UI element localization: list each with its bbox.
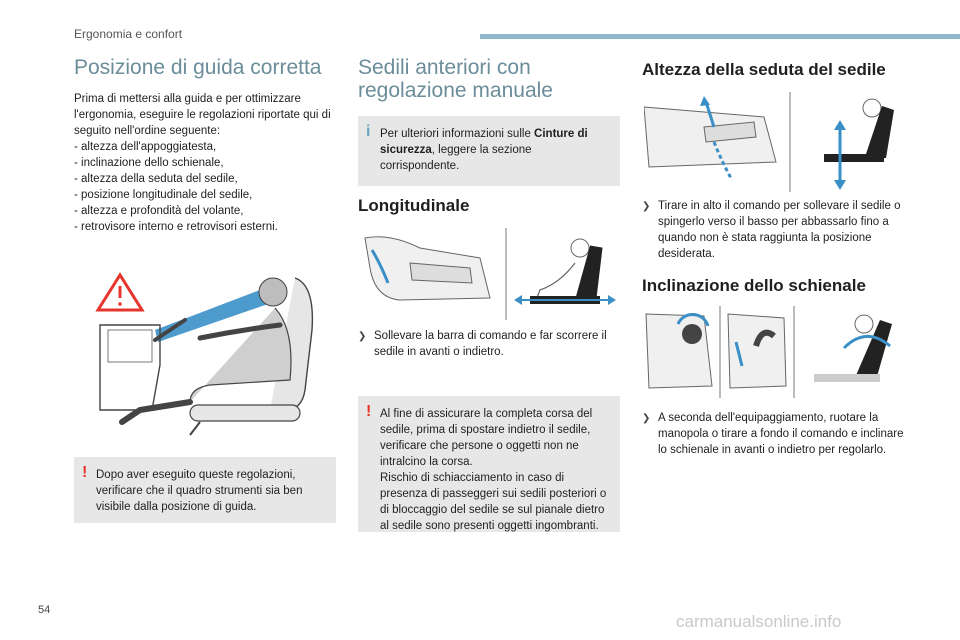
heading-driving-position: Posizione di guida corretta [74, 56, 322, 79]
column-manual-seats [358, 56, 620, 102]
heading-backrest: Inclinazione dello schienale [642, 276, 866, 295]
column-driving-position [74, 56, 336, 235]
longitudinal-illustration [360, 228, 616, 320]
intro-text: Prima di mettersi alla guida e per ottimizzare l'ergonomia, eseguire le regolazioni riportate qui di seguito nell'ordine seguente: [74, 93, 331, 137]
driving-position-illustration [80, 270, 330, 440]
arrow-bullet-icon: ❯ [642, 201, 651, 212]
section-label: Ergonomia e confort [74, 27, 183, 41]
watermark: carmanualsonline.info [676, 612, 842, 631]
column-seat-height [642, 60, 904, 80]
step-item: - posizione longitudinale del sedile, [74, 189, 253, 201]
instruction-text: Sollevare la barra di comando e far scorrere il sedile in avanti o indietro. [374, 330, 607, 358]
instruction-longitudinal [358, 328, 620, 360]
header-accent-bar [480, 34, 960, 39]
step-item: - inclinazione dello schienale, [74, 157, 224, 169]
adjustment-steps [74, 139, 336, 235]
step-item: - altezza della seduta del sedile, [74, 173, 238, 185]
step-item: - altezza dell'appoggiatesta, [74, 141, 217, 153]
step-item: - altezza e profondità del volante, [74, 205, 244, 217]
arrow-bullet-icon: ❯ [642, 413, 651, 424]
info-text-link: Cinture di sicurezza [380, 128, 588, 156]
heading-seat-height: Altezza della seduta del sedile [642, 60, 886, 79]
seat-height-illustration [644, 92, 900, 192]
backrest-illustration [644, 306, 900, 398]
info-box-seatbelts [358, 116, 620, 186]
step-item: - retrovisore interno e retrovisori esterni. [74, 221, 278, 233]
rotary-knob-icon [682, 324, 702, 344]
exclamation-icon: ! [366, 403, 372, 420]
warning-box-visibility [74, 457, 336, 523]
instruction-seat-height [642, 198, 904, 262]
heading-longitudinal: Longitudinale [358, 196, 470, 215]
page-number: 54 [38, 604, 51, 616]
info-text-suffix: , leggere la sezione corrispondente. [380, 144, 532, 172]
info-icon: i [366, 123, 371, 140]
instruction-text: A seconda dell'equipaggiamento, ruotare la manopola o tirare a fondo il comando e inclinare lo schienale in avanti o indietro per regolarlo. [658, 412, 904, 456]
warning-text: Dopo aver eseguito queste regolazioni, verificare che il quadro strumenti sia ben visibile dalla posizione di guida. [96, 469, 303, 513]
warning-text: Al fine di assicurare la completa corsa del sedile, prima di spostare indietro il sedile, verificare che persone o oggetti non ne intralcino la corsa. Rischio di schiacciamento in caso di presenza di passeggeri sui sedili posteriori o di bloccaggio del sedile se sul pianale dietro al sedile sono presenti oggetti ingombranti. [380, 408, 607, 532]
exclamation-icon: ! [82, 464, 88, 481]
arrow-bullet-icon: ❯ [358, 331, 367, 342]
instruction-text: Tirare in alto il comando per sollevare il sedile o spingerlo verso il basso per abbassarlo fino a quando non è stata raggiunta la posizione desiderata. [658, 200, 901, 260]
heading-manual-seats: Sedili anteriori con regolazione manuale [358, 56, 553, 102]
instruction-backrest [642, 410, 904, 458]
warning-box-crush [358, 396, 620, 532]
info-text-prefix: Per ulteriori informazioni sulle [380, 128, 535, 140]
